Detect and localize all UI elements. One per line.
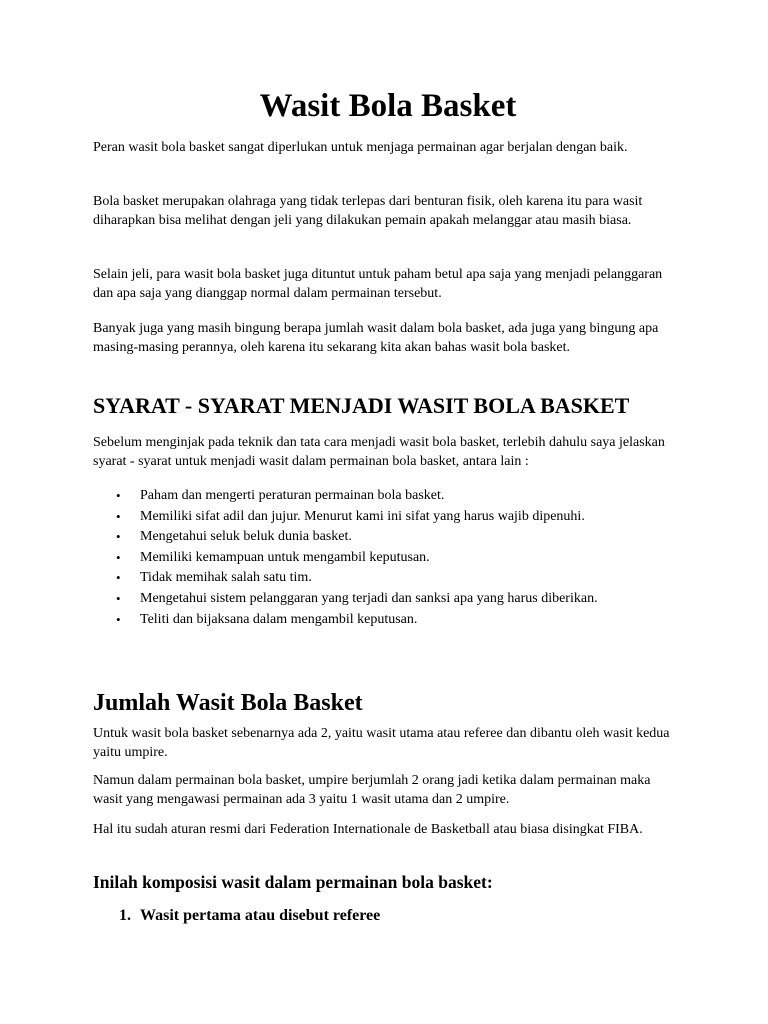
bullet-icon: •	[116, 570, 121, 586]
list-item-text: Wasit pertama atau disebut referee	[140, 907, 381, 924]
list-item-text: Paham dan mengerti peraturan permainan bola basket.	[140, 488, 445, 503]
referee-count-paragraph-2: Namun dalam permainan bola basket, umpire berjumlah 2 orang jadi ketika dalam permainan maka wasit yang mengawasi permainan ada 3 yaitu 1 wasit utama dan 2 umpire.	[93, 773, 651, 807]
list-item	[93, 589, 598, 610]
bullet-icon: •	[116, 508, 121, 524]
bullet-icon: •	[116, 590, 121, 606]
bullet-icon: •	[116, 611, 121, 627]
list-number: 1.	[119, 907, 131, 924]
list-item	[93, 548, 598, 569]
list-item-text: Teliti dan bijaksana dalam mengambil keputusan.	[140, 611, 418, 627]
list-item	[93, 904, 380, 928]
requirements-intro: Sebelum menginjak pada teknik dan tata cara menjadi wasit bola basket, terlebih dahulu saya jelaskan syarat - syarat untuk menjadi wasit dalam permainan bola basket, antara lain :	[93, 435, 665, 469]
list-item-text: Memiliki kemampuan untuk mengambil keputusan.	[140, 549, 430, 565]
intro-paragraph-3: Selain jeli, para wasit bola basket juga dituntut untuk paham betul apa saja yang menjadi pelanggaran dan apa saja yang dianggap normal dalam permainan tersebut.	[93, 267, 663, 301]
section-heading-referee-count: Jumlah Wasit Bola Basket	[93, 690, 363, 716]
requirements-list	[93, 486, 598, 630]
referee-count-paragraph-1: Untuk wasit bola basket sebenarnya ada 2, yaitu wasit utama atau referee dan dibantu oleh wasit kedua yaitu umpire.	[93, 726, 670, 760]
list-item	[93, 486, 598, 507]
section-heading-requirements: SYARAT - SYARAT MENJADI WASIT BOLA BASKET	[93, 393, 630, 418]
intro-paragraph-2: Bola basket merupakan olahraga yang tidak terlepas dari benturan fisik, oleh karena itu para wasit diharapkan bisa melihat dengan jeli yang dilakukan pemain apakah melanggar atau masih biasa.	[93, 194, 643, 228]
intro-paragraph-4: Banyak juga yang masih bingung berapa jumlah wasit dalam bola basket, ada juga yang bingung apa masing-masing perannya, oleh karena itu sekarang kita akan bahas wasit bola basket.	[93, 321, 659, 355]
bullet-icon: •	[116, 529, 121, 545]
list-item	[93, 527, 598, 548]
composition-subheading: Inilah komposisi wasit dalam permainan bola basket:	[93, 872, 493, 892]
list-item-text: Mengetahui sistem pelanggaran yang terjadi dan sanksi apa yang harus diberikan.	[140, 590, 598, 606]
list-item	[93, 610, 598, 631]
list-item	[93, 568, 598, 589]
referee-count-paragraph-3: Hal itu sudah aturan resmi dari Federation Internationale de Basketball atau biasa disingkat FIBA.	[93, 822, 643, 837]
intro-paragraph-1: Peran wasit bola basket sangat diperlukan untuk menjaga permainan agar berjalan dengan baik.	[93, 140, 628, 155]
list-item-text: Memiliki sifat adil dan jujur. Menurut kami ini sifat yang harus wajib dipenuhi.	[140, 508, 585, 524]
composition-list	[93, 904, 380, 928]
list-item-text: Mengetahui seluk beluk dunia basket.	[140, 529, 352, 545]
bullet-icon: •	[116, 488, 121, 503]
list-item-text: Tidak memihak salah satu tim.	[140, 570, 312, 586]
bullet-icon: •	[116, 549, 121, 565]
document-title: Wasit Bola Basket	[259, 88, 517, 124]
list-item	[93, 507, 598, 528]
